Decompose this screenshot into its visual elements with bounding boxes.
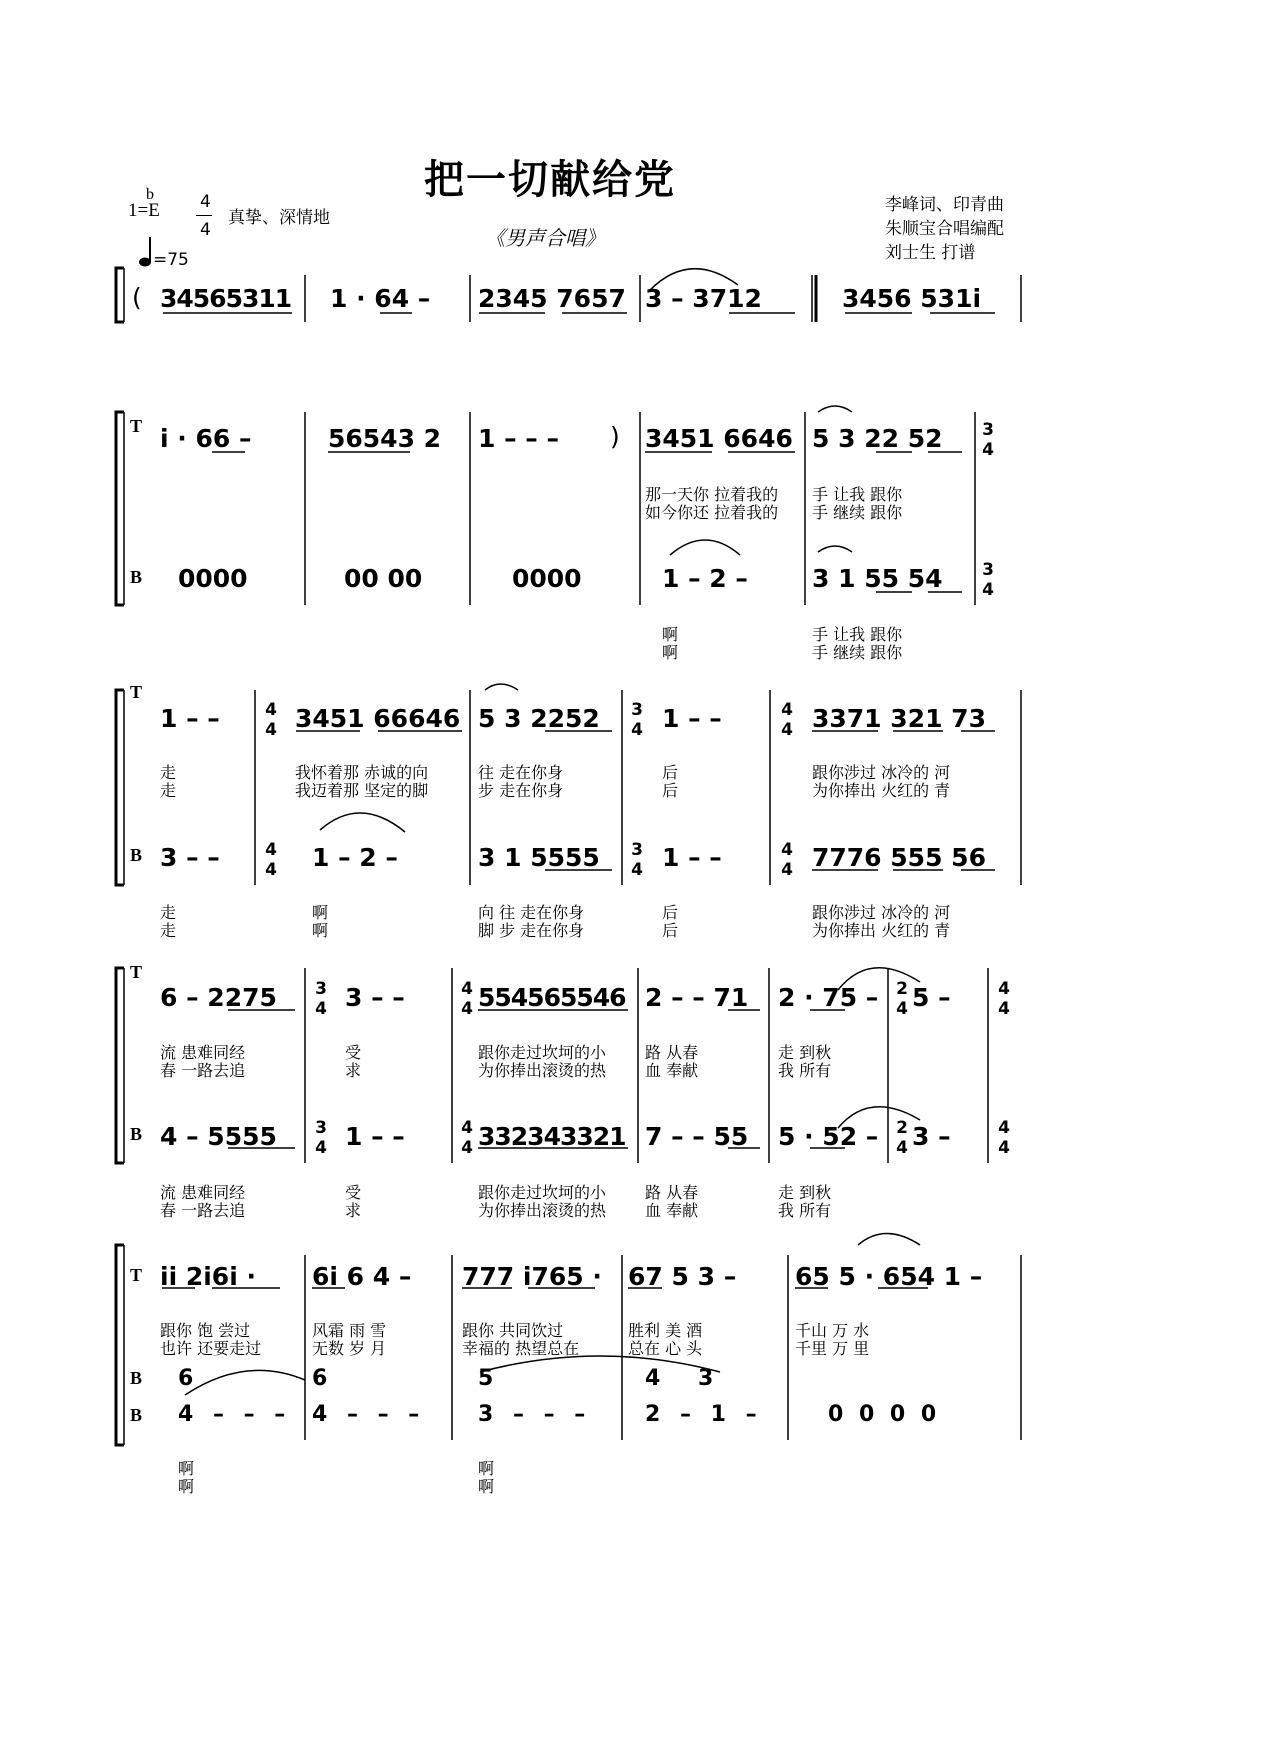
s4-tenor-m6: 5 – [912, 983, 951, 1012]
s5-bass2-m5: 0 0 0 0 [828, 1402, 937, 1427]
intro-measure-5: 3456 531i [842, 284, 982, 313]
s4-bass-m4: 7 – – 55 [645, 1122, 749, 1151]
s5-tenor-m3: 777 i765 · [462, 1262, 602, 1291]
key-label: 1= [128, 200, 149, 221]
s5-bass1-m4: 4 3 [645, 1366, 714, 1391]
s5-tenor-lyric-2b: 无数 岁 月 [312, 1339, 387, 1358]
s5-bass-lyric-1b: 啊 [178, 1477, 195, 1496]
s4-tenor-timesig-d [995, 979, 1013, 1019]
s5-bass1-m3: 5 [478, 1366, 494, 1391]
s3-bass-lyric-2e: 为你捧出 火红的 青 [812, 921, 951, 940]
s3-tenor-lyric-1e: 跟你涉过 冰冷的 河 [812, 763, 951, 782]
timesig-den: 4 [982, 580, 994, 600]
s2-bass-m3: 0000 [512, 564, 582, 593]
s3-bass-lyric-1c: 向 往 走在你身 [478, 903, 585, 922]
timesig-num: 4 [781, 840, 793, 860]
s4-bass-lyric-2a: 春 一路去追 [160, 1201, 246, 1220]
timesig-den: 4 [315, 1138, 327, 1158]
s5-bass-lyric-2b: 啊 [478, 1477, 495, 1496]
s4-bass-lyric-1b: 受 [345, 1183, 362, 1202]
page-title: 把一切献给党 [424, 157, 676, 203]
s2-tenor-lyric-1b: 手 让我 跟你 [812, 485, 903, 504]
timesig-den: 4 [998, 999, 1010, 1019]
timesig-num: 2 [896, 1118, 908, 1138]
s4-tenor-lyric-2c: 为你捧出滚烫的热 [478, 1061, 607, 1080]
s2-tenor-m2: 56543 2 [328, 424, 442, 453]
s2-bass-lyric-1a: 啊 [662, 625, 679, 644]
s3-bass-m2: 1 – 2 – [312, 843, 398, 872]
s4-tenor-timesig-c [893, 979, 911, 1019]
paren-close: ) [610, 422, 620, 451]
s4-tenor-timesig-a [312, 979, 330, 1019]
s3-bass-lyric-1b: 啊 [312, 903, 329, 922]
s5-tenor-m2: 6i 6 4 – [312, 1262, 412, 1291]
s4-bass-timesig-b [458, 1118, 476, 1158]
s4-bass-timesig-c [893, 1118, 911, 1158]
s5-tenor-m4: 67 5 3 – [628, 1262, 737, 1291]
credit-arranger: 朱顺宝合唱编配 [885, 219, 1004, 239]
s5-tenor-lyric-1a: 跟你 饱 尝过 [160, 1321, 251, 1340]
s3-tenor-m5: 3371 321 73 [812, 704, 986, 733]
timesig-num: 4 [998, 1118, 1010, 1138]
s4-tenor-lyric-1e: 走 到秋 [778, 1043, 832, 1062]
s4-bass-timesig-d [995, 1118, 1013, 1158]
s3-tenor-lyric-1b: 我怀着那 赤诚的向 [295, 763, 429, 782]
s5-tenor-lyric-1b: 风霜 雨 雪 [312, 1321, 387, 1340]
s5-tenor-m5: 65 5 · 654 1 – [795, 1262, 983, 1291]
s2-tenor-m3: 1 – – – [478, 424, 560, 453]
s2-bass-lyric-1b: 手 让我 跟你 [812, 625, 903, 644]
timesig-num: 4 [265, 700, 277, 720]
s5-tenor-lyric-1c: 跟你 共同饮过 [462, 1321, 564, 1340]
s4-tenor-lyric-2a: 春 一路去追 [160, 1061, 246, 1080]
s3-bass-lyric-1d: 后 [662, 903, 679, 922]
timesig-den: 4 [998, 1138, 1010, 1158]
s4-tenor-timesig-b [458, 979, 476, 1019]
timesig-den: 4 [896, 999, 908, 1019]
intro-measure-2: 1 · 64 – [330, 284, 431, 313]
s4-bass-m2: 1 – – [345, 1122, 405, 1151]
s4-tenor-lyric-1a: 流 患难同经 [160, 1043, 246, 1062]
s2-bass-lyric-2a: 啊 [662, 643, 679, 662]
intro-measure-1: 34565311 [160, 284, 292, 313]
s2-tenor-lyric-2a: 如今你还 拉着我的 [645, 503, 779, 522]
s4-tenor-m3: 554565546 [478, 983, 626, 1012]
bass-label: B [130, 567, 143, 587]
s4-bass-lyric-2b: 求 [345, 1201, 362, 1220]
s4-bass-lyric-2d: 血 奉献 [645, 1201, 699, 1220]
s5-tenor-lyric-2e: 千里 万 里 [795, 1339, 870, 1358]
timesig-den: 4 [265, 860, 277, 880]
s3-bass-lyric-1a: 走 [160, 903, 177, 922]
timesig-num: 3 [982, 560, 994, 580]
s3-bass-lyric-2a: 走 [160, 921, 177, 940]
s4-bass-timesig-a [312, 1118, 330, 1158]
s2-bass-m1: 0000 [178, 564, 248, 593]
s5-bass-lyric-1a: 啊 [178, 1459, 195, 1478]
s5-tenor-lyric-1e: 千山 万 水 [795, 1321, 870, 1340]
timesig-den: 4 [781, 860, 793, 880]
s5-bass2-m3: 3 – – – [478, 1402, 586, 1427]
s4-bass-lyric-1c: 跟你走过坎坷的小 [478, 1183, 607, 1202]
timesig-den: 4 [982, 440, 994, 460]
timesig-num: 4 [781, 700, 793, 720]
s4-tenor-lyric-2d: 血 奉献 [645, 1061, 699, 1080]
timesig-den: 4 [781, 720, 793, 740]
s2-tenor-lyric-1a: 那一天你 拉着我的 [645, 485, 779, 504]
s5-tenor-lyric-2c: 幸福的 热望总在 [462, 1339, 580, 1358]
s3-tenor-m3: 5 3 2252 [478, 704, 600, 733]
s2-tenor-m1: i · 66 – [160, 424, 252, 453]
timesig-den: 4 [631, 860, 643, 880]
s5-bass2-m1: 4 – – – [178, 1402, 286, 1427]
bass-label-2: B [130, 1405, 143, 1425]
timesig-num: 4 [265, 840, 277, 860]
s4-tenor-lyric-1c: 跟你走过坎坷的小 [478, 1043, 607, 1062]
intro-measure-4: 3 – 3712 [645, 284, 762, 313]
s3-tenor-timesig-b [628, 700, 646, 740]
paren-open: ( [132, 283, 142, 312]
flat-sign: b [146, 186, 154, 203]
bass-label-1: B [130, 1368, 143, 1388]
s3-bass-timesig-c [778, 840, 796, 880]
s5-tenor-m1: ii 2i6i · [160, 1262, 256, 1291]
s3-bass-lyric-2b: 啊 [312, 921, 329, 940]
bass-label: B [130, 845, 143, 865]
s4-tenor-lyric-2e: 我 所有 [778, 1061, 832, 1080]
s3-bass-lyric-1e: 跟你涉过 冰冷的 河 [812, 903, 951, 922]
s2-bass-lyric-2b: 手 继续 跟你 [812, 643, 903, 662]
tenor-label: T [130, 682, 143, 702]
timesig-den: 4 [896, 1138, 908, 1158]
s2-bass-timesig [979, 560, 997, 600]
timesig-num: 2 [896, 979, 908, 999]
s2-bass-m4: 1 – 2 – [662, 564, 748, 593]
s3-bass-lyric-2c: 脚 步 走在你身 [478, 921, 585, 940]
timesig-num: 3 [631, 700, 643, 720]
intro-measure-3: 2345 7657 [478, 284, 626, 313]
s4-tenor-lyric-1b: 受 [345, 1043, 362, 1062]
s4-bass-m6: 3 – [912, 1122, 951, 1151]
s4-tenor-m5: 2 · 75 – [778, 983, 879, 1012]
s3-tenor-timesig-c [778, 700, 796, 740]
s2-tenor-timesig [979, 420, 997, 460]
timesig-den: 4 [461, 1138, 473, 1158]
timesig-den: 4 [461, 999, 473, 1019]
s3-bass-m1: 3 – – [160, 843, 220, 872]
tempo-mark: =75 [153, 250, 189, 270]
s3-bass-m4: 1 – – [662, 843, 722, 872]
s2-tenor-m4: 3451 6646 [645, 424, 793, 453]
s5-bass2-m2: 4 – – – [312, 1402, 420, 1427]
s4-bass-lyric-2c: 为你捧出滚烫的热 [478, 1201, 607, 1220]
timesig-num: 3 [315, 1118, 327, 1138]
credit-lyricist-composer: 李峰词、印青曲 [885, 195, 1004, 215]
time-signature-num: 4 [200, 192, 211, 212]
s4-bass-lyric-1e: 走 到秋 [778, 1183, 832, 1202]
timesig-num: 3 [982, 420, 994, 440]
s4-tenor-lyric-1d: 路 从春 [645, 1043, 699, 1062]
s5-bass1-m1: 6 [178, 1366, 194, 1391]
s5-bass2-m4: 2 – 1 – [645, 1402, 757, 1427]
bass-label: B [130, 1124, 143, 1144]
s4-tenor-m2: 3 – – [345, 983, 405, 1012]
s4-tenor-m1: 6 – 2275 [160, 983, 277, 1012]
s3-tenor-lyric-1d: 后 [662, 763, 679, 782]
timesig-den: 4 [265, 720, 277, 740]
expression-mark: 真挚、深情地 [228, 208, 330, 228]
s4-tenor-lyric-2b: 求 [345, 1061, 362, 1080]
s3-bass-m3: 3 1 5555 [478, 843, 600, 872]
s4-tenor-m4: 2 – – 71 [645, 983, 749, 1012]
tenor-label: T [130, 1265, 143, 1285]
s2-bass-m5: 3 1 55 54 [812, 564, 943, 593]
s5-tenor-lyric-2d: 总在 心 头 [628, 1339, 703, 1358]
s5-tenor-lyric-1d: 胜利 美 酒 [628, 1321, 703, 1340]
timesig-num: 4 [461, 1118, 473, 1138]
timesig-num: 3 [315, 979, 327, 999]
s3-tenor-lyric-2c: 步 走在你身 [478, 781, 564, 800]
timesig-den: 4 [631, 720, 643, 740]
tenor-label: T [130, 416, 143, 436]
s4-bass-m3: 332343321 [478, 1122, 626, 1151]
s3-tenor-lyric-1c: 往 走在你身 [478, 763, 564, 782]
s3-tenor-timesig-a [262, 700, 280, 740]
s3-tenor-m2: 3451 66646 [295, 704, 461, 733]
timesig-den: 4 [315, 999, 327, 1019]
s3-tenor-lyric-2e: 为你捧出 火红的 青 [812, 781, 951, 800]
s3-tenor-lyric-2d: 后 [662, 781, 679, 800]
s3-tenor-m4: 1 – – [662, 704, 722, 733]
timesig-num: 4 [461, 979, 473, 999]
s4-bass-m5: 5 · 52 – [778, 1122, 879, 1151]
timesig-num: 3 [631, 840, 643, 860]
s5-bass-lyric-2a: 啊 [478, 1459, 495, 1478]
s2-bass-m2: 00 00 [344, 564, 423, 593]
s4-bass-lyric-1d: 路 从春 [645, 1183, 699, 1202]
s3-bass-timesig-b [628, 840, 646, 880]
s2-tenor-m5: 5 3 22 52 [812, 424, 943, 453]
s3-tenor-lyric-2a: 走 [160, 781, 177, 800]
s3-tenor-lyric-2b: 我迈着那 坚定的脚 [295, 781, 429, 800]
s3-bass-timesig-a [262, 840, 280, 880]
tenor-label: T [130, 962, 143, 982]
s4-bass-lyric-2e: 我 所有 [778, 1201, 832, 1220]
s3-bass-lyric-2d: 后 [662, 921, 679, 940]
s3-tenor-m1: 1 – – [160, 704, 220, 733]
s3-tenor-lyric-1a: 走 [160, 763, 177, 782]
s2-tenor-lyric-2b: 手 继续 跟你 [812, 503, 903, 522]
s5-bass1-m2: 6 [312, 1366, 328, 1391]
subtitle: 《男声合唱》 [485, 226, 605, 250]
credit-typesetter: 刘士生 打谱 [885, 243, 976, 263]
key-note: E [148, 200, 160, 221]
s4-bass-m1: 4 – 5555 [160, 1122, 277, 1151]
timesig-num: 4 [998, 979, 1010, 999]
s5-tenor-lyric-2a: 也许 还要走过 [160, 1339, 262, 1358]
s4-bass-lyric-1a: 流 患难同经 [160, 1183, 246, 1202]
time-signature-den: 4 [200, 220, 211, 240]
s3-bass-m5: 7776 555 56 [812, 843, 986, 872]
